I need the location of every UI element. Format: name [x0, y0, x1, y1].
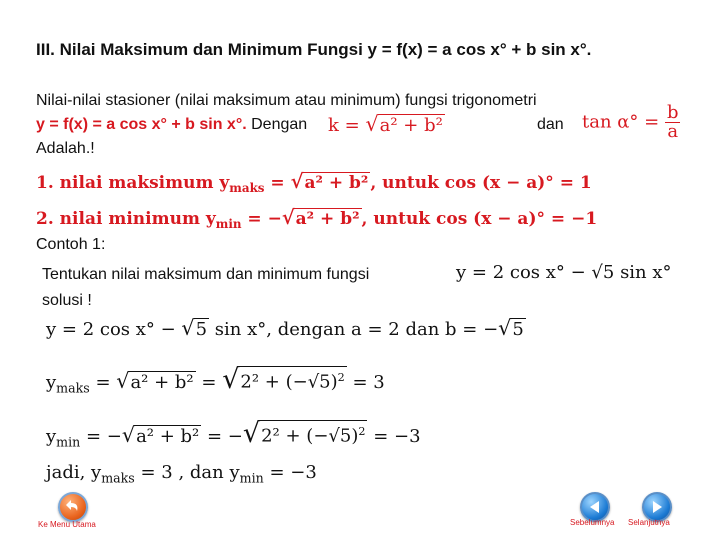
tan-numerator: b: [666, 102, 679, 123]
previous-label[interactable]: Sebelumnya: [570, 518, 615, 527]
triangle-right-icon: [644, 494, 670, 520]
solution-ymaks: $y_{maks} = √a^2 + b^2 = √2^2 + (-√5)^2 = 3$: [46, 364, 385, 396]
example-task: Tentukan nilai maksimum dan minimum fungsi: [42, 266, 370, 283]
intro-line-1: Nilai-nilai stasioner (nilai maksimum atau minimum) fungsi trigonometri: [36, 92, 537, 109]
solution-ymin: $y_{min} = -√a^2 + b^2 = -√2^2 + (-√5)^2 = -3$: [46, 418, 421, 450]
intro-dan: dan: [537, 116, 564, 133]
next-label[interactable]: Selanjutnya: [628, 518, 670, 527]
return-arrow-icon: [60, 494, 86, 520]
home-label[interactable]: Ke Menu Utama: [38, 520, 96, 529]
page-title: III. Nilai Maksimum dan Minimum Fungsi y = f(x) = a cos x° + b sin x°.: [36, 40, 592, 59]
intro-line-2: [36, 116, 307, 134]
example-solusi: solusi !: [42, 292, 92, 309]
intro-dengan: Dengan: [251, 116, 308, 133]
home-button[interactable]: [58, 492, 88, 522]
k-formula: k = √a² + b²: [328, 112, 443, 136]
rule-maximum: 1. nilai maksimum $y_{maks} = √a^2 + b^2$ , untuk cos (x − a)° = 1: [36, 170, 592, 196]
k-radicand: a² + b²: [379, 115, 443, 136]
example-function: y = 2 cos x° − √5 sin x°: [456, 262, 672, 283]
solution-conclusion: jadi, $y_{maks} = 3$ , dan $y_{min} = -3$: [46, 462, 317, 486]
solution-step-1: y = 2 cos x° − √5 sin x°, dengan a = 2 dan b = −√5: [46, 316, 524, 340]
rule-minimum: 2. nilai minimum $y_{min} = -√a^2 + b^2$ , untuk cos (x − a)° = −1: [36, 206, 598, 232]
intro-line-3: Adalah.!: [36, 140, 95, 157]
intro-function: y = f(x) = a cos x° + b sin x°.: [36, 116, 247, 133]
triangle-left-icon: [582, 494, 608, 520]
tan-denominator: a: [667, 121, 679, 142]
example-heading: Contoh 1:: [36, 236, 106, 253]
tan-formula: tan α° = $\frac{b}{a}$: [582, 102, 679, 142]
